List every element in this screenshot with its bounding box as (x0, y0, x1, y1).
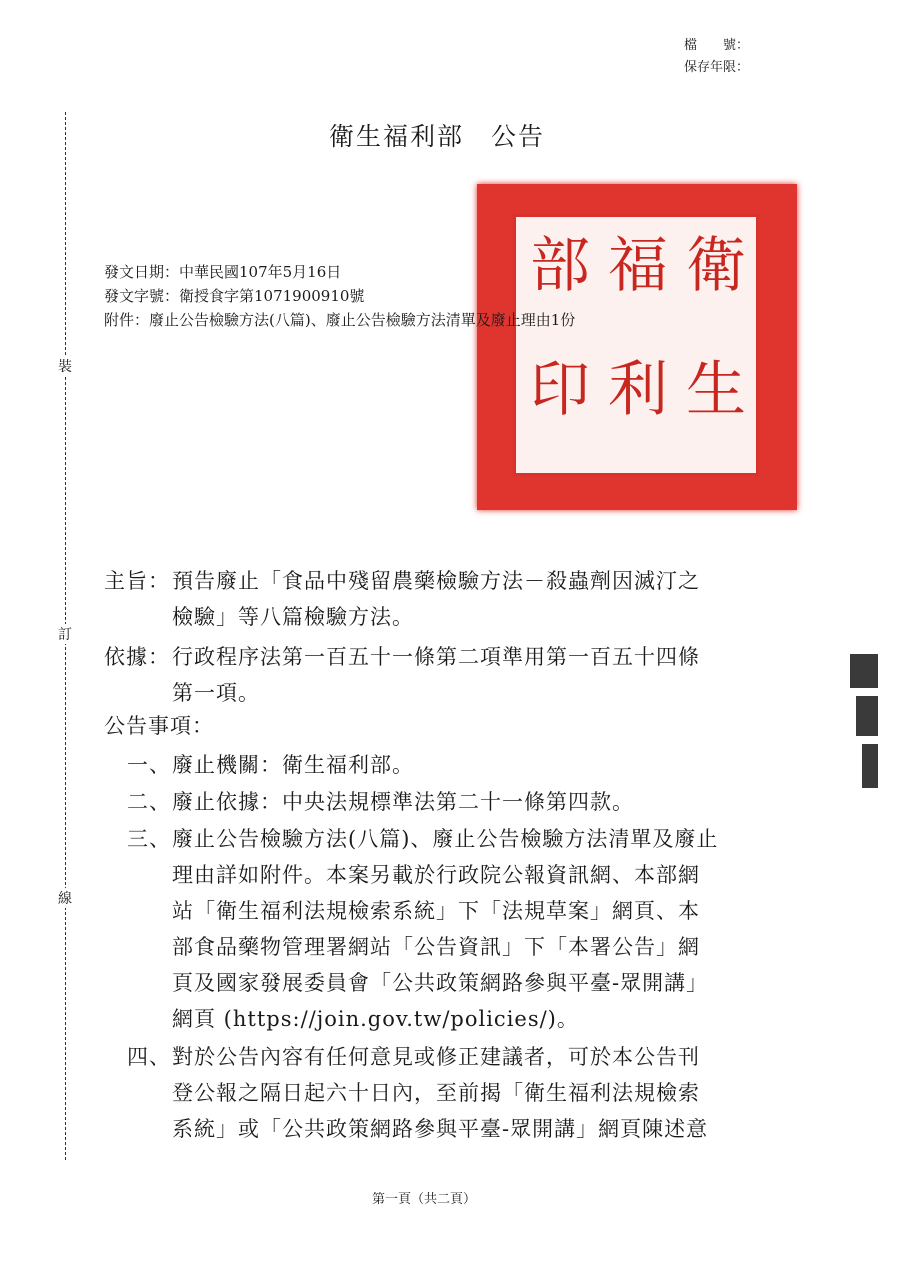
page-title: 衛生福利部 公告 (329, 122, 546, 151)
seal-char: 印 (530, 355, 590, 425)
item-4-number: 四、 (127, 1045, 171, 1069)
subject-label: 主旨： (104, 569, 170, 593)
file-number-label: 檔 號： (684, 38, 750, 53)
subject-line-2: 檢驗」等八篇檢驗方法。 (172, 605, 414, 629)
subject-line-1: 預告廢止「食品中殘留農藥檢驗方法－殺蟲劑因滅汀之 (172, 569, 700, 593)
attachment-line: 附件：廢止公告檢驗方法(八篇)、廢止公告檢驗方法清單及廢止理由1份 (104, 311, 576, 329)
seal-char: 部 (530, 231, 590, 301)
item-4-line-1: 對於公告內容有任何意見或修正建議者，可於本公告刊 (172, 1045, 700, 1069)
item-3-number: 三、 (127, 827, 171, 851)
basis-label: 依據： (104, 645, 170, 669)
item-3-line-2: 理由詳如附件。本案另載於行政院公報資訊網、本部網 (172, 863, 700, 887)
items-heading: 公告事項： (104, 714, 214, 738)
item-3-line-5: 頁及國家發展委員會「公共政策網路參與平臺-眾開講」 (172, 971, 709, 995)
item-1-number: 一、 (127, 753, 171, 777)
margin-stamp-fragment (842, 640, 882, 800)
binding-mark-xian: 線 (58, 888, 72, 908)
official-seal (477, 184, 797, 510)
item-3-line-1: 廢止公告檢驗方法(八篇)、廢止公告檢驗方法清單及廢止 (172, 827, 719, 851)
binding-mark-ding: 訂 (58, 624, 72, 644)
binding-mark-zhuang: 裝 (58, 356, 72, 376)
retention-period-label: 保存年限： (684, 60, 750, 75)
item-2-number: 二、 (127, 790, 171, 814)
seal-char: 生 (686, 355, 746, 425)
seal-char: 衛 (686, 231, 746, 301)
item-2-line-1: 廢止依據：中央法規標準法第二十一條第四款。 (172, 790, 634, 814)
item-3-line-6: 網頁 (https://join.gov.tw/policies/)。 (172, 1007, 579, 1031)
item-4-line-3: 系統」或「公共政策網路參與平臺-眾開講」網頁陳述意 (172, 1117, 709, 1141)
issue-date: 發文日期：中華民國107年5月16日 (104, 263, 342, 281)
basis-line-1: 行政程序法第一百五十一條第二項準用第一百五十四條 (172, 645, 700, 669)
item-1-line-1: 廢止機關：衛生福利部。 (172, 753, 414, 777)
item-3-line-3: 站「衛生福利法規檢索系統」下「法規草案」網頁、本 (172, 899, 700, 923)
seal-char: 福 (608, 231, 668, 301)
document-number: 發文字號：衛授食字第1071900910號 (104, 287, 365, 305)
seal-char: 利 (608, 355, 668, 425)
page-number: 第一頁（共二頁） (372, 1192, 477, 1207)
basis-line-2: 第一項。 (172, 681, 260, 705)
item-3-line-4: 部食品藥物管理署網站「公告資訊」下「本署公告」網 (172, 935, 700, 959)
item-4-line-2: 登公報之隔日起六十日內，至前揭「衛生福利法規檢索 (172, 1081, 700, 1105)
